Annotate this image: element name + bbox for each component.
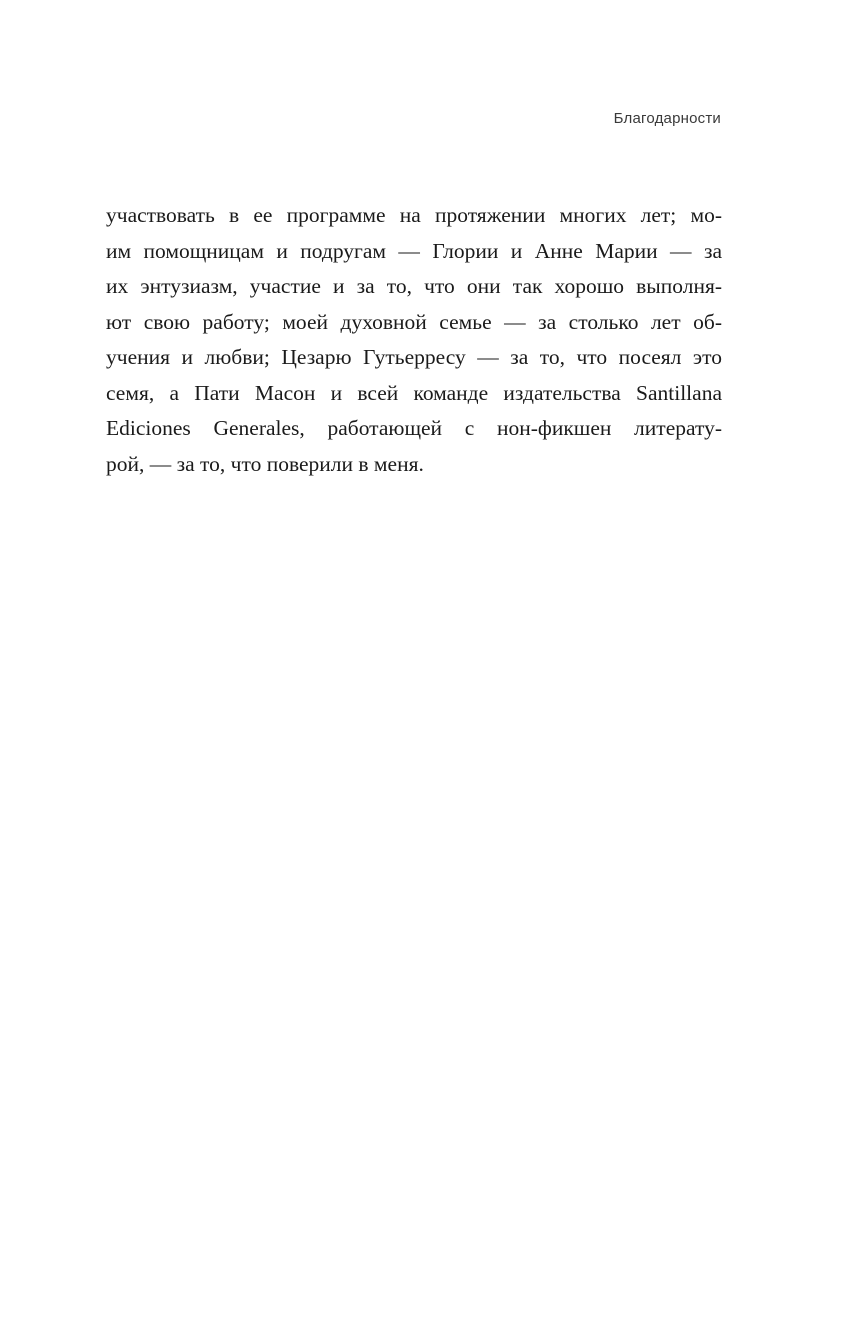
text-line: Ediciones Generales, работающей с нон-фикшен литерату-	[106, 416, 722, 440]
text-line: рой, — за то, что поверили в меня.	[106, 451, 424, 476]
running-header: Благодарности	[613, 110, 721, 127]
text-line: ют свою работу; моей духовной семье — за столько лет об-	[106, 309, 722, 334]
body-paragraph	[106, 198, 722, 482]
text-line: их энтузиазм, участие и за то, что они так хорошо выполня-	[106, 274, 722, 298]
text-line: им помощницам и подругам — Глории и Анне Марии — за	[106, 238, 722, 263]
text-line: участвовать в ее программе на протяжении многих лет; мо-	[106, 203, 722, 227]
text-line: учения и любви; Цезарю Гутьерресу — за то, что посеял это	[106, 345, 722, 369]
text-line: семя, а Пати Масон и всей команде издательства Santillana	[106, 380, 722, 405]
